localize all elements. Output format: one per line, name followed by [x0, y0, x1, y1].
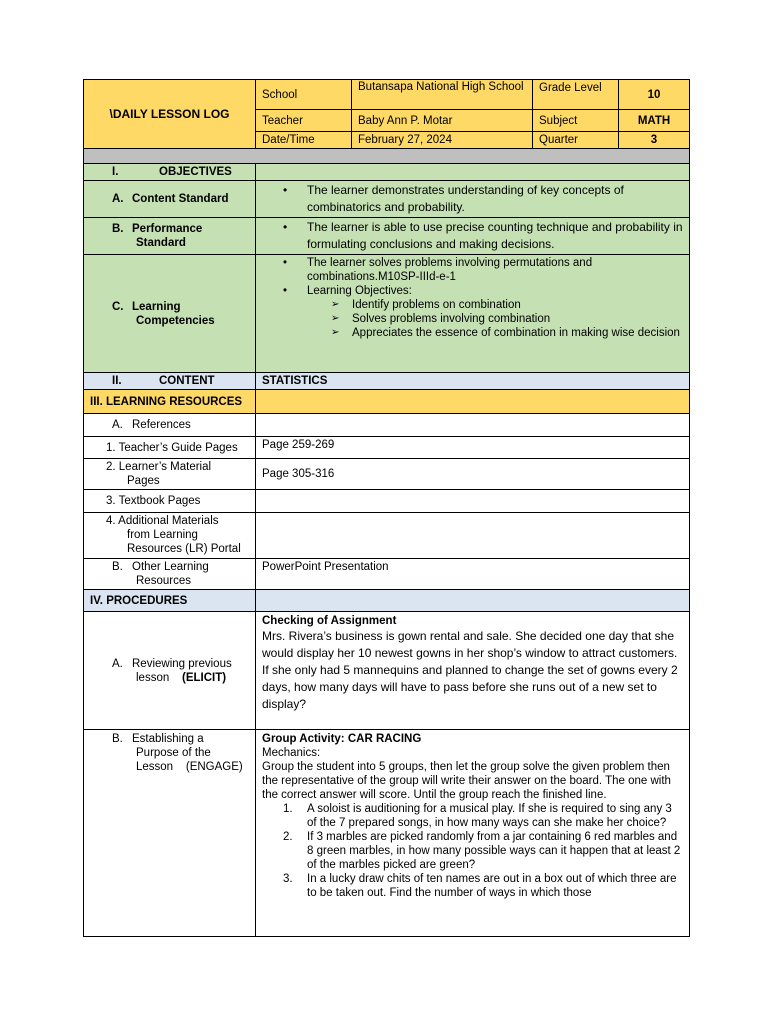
content-heading [84, 373, 256, 390]
learners-material-label-1: 2. Learner’s Material [106, 461, 212, 473]
additional-materials-label-3: Resources (LR) Portal [127, 543, 241, 555]
section-divider [84, 149, 690, 164]
textbook-pages-value [256, 490, 690, 513]
additional-materials-label-2: from Learning [127, 529, 198, 541]
problem-number: 3. [283, 873, 293, 885]
problem-item [283, 802, 683, 830]
textbook-pages-label: 3. Textbook Pages [84, 490, 256, 513]
learning-competencies-label-2: Competencies [136, 314, 215, 327]
performance-standard-cell [256, 218, 690, 255]
performance-standard-label-2: Standard [136, 237, 186, 249]
reviewing-lesson-title: Checking of Assignment [262, 615, 397, 627]
document-title: \DAILY LESSON LOG [84, 80, 256, 149]
content-standard-text: • The learner demonstrates understanding of key concepts of combinatorics and probability. [307, 182, 683, 216]
learning-resources-heading-blank [256, 390, 690, 414]
teachers-guide-label: 1. Teacher’s Guide Pages [84, 437, 256, 459]
mechanics-text: Group the student into 5 groups, then let the group solve the given problem then the representative of the group will write their answer on the board. The one with the correct answer will score. Until the group reach the finished line. [262, 761, 671, 801]
establishing-purpose-label-1: Establishing a [132, 733, 204, 745]
additional-materials-value [256, 513, 690, 559]
performance-standard-label-cell [84, 218, 256, 255]
date-label: Date/Time [256, 132, 352, 149]
establishing-purpose-label-3: Lesson [136, 761, 174, 773]
learning-competencies-letter: C. [112, 300, 124, 313]
mechanics-label: Mechanics: [262, 747, 321, 759]
content-number: II. [112, 375, 122, 387]
establishing-purpose-label-4: (ENGAGE) [185, 761, 243, 773]
other-resources-label-2: Resources [136, 575, 191, 587]
problem-text: If 3 marbles are picked randomly from a jar containing 6 red marbles and 8 green marbles, in how many possible ways can it happen that at least 2 of the marbles picked are green? [307, 831, 681, 871]
quarter-value: 3 [619, 132, 690, 149]
reviewing-lesson-label-2: lesson [136, 671, 170, 684]
objectives-number: I. [112, 166, 119, 178]
establishing-purpose-title: Group Activity: CAR RACING [262, 733, 422, 745]
additional-materials-label-1: 4. Additional Materials [106, 515, 219, 527]
subject-label: Subject [533, 110, 619, 132]
problem-item [283, 830, 683, 872]
procedures-heading-blank [256, 590, 690, 612]
subject-value: MATH [619, 110, 690, 132]
learners-material-value: Page 305-316 [256, 459, 690, 490]
reviewing-lesson-label-1: Reviewing previous [132, 657, 232, 670]
performance-standard-letter: B. [112, 223, 124, 235]
competency-item: • The learner solves problems involving permutations and combinations.M10SP-IIId-e-1 [307, 256, 683, 284]
references-label: References [132, 419, 191, 431]
establishing-purpose-cell [256, 730, 690, 937]
objectives-heading-blank [256, 164, 690, 181]
problem-item [283, 872, 683, 900]
teacher-value: Baby Ann P. Motar [352, 110, 533, 132]
school-label: School [256, 80, 352, 110]
problem-text: In a lucky draw chits of ten names are out in a box out of which three are to be taken out. Find the number of ways in which those [307, 873, 677, 899]
daily-lesson-log-document [83, 79, 689, 937]
teachers-guide-value: Page 259-269 [256, 437, 690, 459]
competency-item [307, 284, 683, 340]
learning-competencies-label-cell [84, 255, 256, 373]
other-resources-letter: B. [112, 561, 123, 573]
references-label-cell [84, 414, 256, 437]
learners-material-label-cell [84, 459, 256, 490]
other-resources-label-1: Other Learning [132, 561, 209, 573]
performance-standard-label-1: Performance [132, 223, 203, 235]
grade-level-value: 10 [619, 80, 690, 110]
learning-resources-heading: III. LEARNING RESOURCES [84, 390, 256, 414]
references-letter: A. [112, 419, 123, 431]
learning-competencies-cell [256, 255, 690, 373]
establishing-purpose-label-2: Purpose of the [136, 747, 211, 759]
problem-number: 2. [283, 831, 293, 843]
reviewing-lesson-letter: A. [112, 657, 123, 670]
learning-objectives-heading: Learning Objectives: [307, 285, 412, 297]
references-value [256, 414, 690, 437]
learning-objective-item: ➢ Appreciates the essence of combination in making wise decision [352, 326, 683, 340]
date-value: February 27, 2024 [352, 132, 533, 149]
other-resources-value: PowerPoint Presentation [256, 559, 690, 590]
reviewing-lesson-label-3: (ELICIT) [182, 671, 227, 684]
problem-text: A soloist is auditioning for a musical play. If she is required to sing any 3 of the 7 prepared songs, in how many ways can she make her choice? [307, 803, 672, 829]
school-value: Butansapa National High School [352, 80, 533, 110]
establishing-purpose-label-cell [84, 730, 256, 937]
learning-objective-item: ➢ Solves problems involving combination [352, 312, 683, 326]
grade-level-label: Grade Level [533, 80, 619, 110]
reviewing-lesson-cell [256, 612, 690, 730]
objectives-title: OBJECTIVES [159, 166, 232, 178]
content-standard-cell [256, 181, 690, 218]
quarter-label: Quarter [533, 132, 619, 149]
content-standard-label-cell [84, 181, 256, 218]
objectives-heading [84, 164, 256, 181]
performance-standard-text: • The learner is able to use precise counting technique and probability in formulating conclusions and making decisions. [307, 219, 683, 253]
problem-number: 1. [283, 803, 293, 815]
lesson-log-table [83, 79, 690, 937]
content-standard-label: Content Standard [132, 193, 229, 205]
learning-objective-item: ➢ Identify problems on combination [352, 298, 683, 312]
reviewing-lesson-text: Mrs. Rivera’s business is gown rental and sale. She decided one day that she would display her 10 newest gowns in her shop’s window to attract customers. If she only had 5 mannequins and planned to change the set of gowns every 2 days, how many days will have to pass before she runs out of a new set to display? [262, 629, 678, 711]
teacher-label: Teacher [256, 110, 352, 132]
other-resources-label-cell [84, 559, 256, 590]
content-value: STATISTICS [256, 373, 690, 390]
procedures-heading: IV. PROCEDURES [84, 590, 256, 612]
content-standard-letter: A. [112, 193, 124, 205]
reviewing-lesson-label-cell [84, 612, 256, 730]
learners-material-label-2: Pages [127, 475, 160, 487]
additional-materials-label-cell [84, 513, 256, 559]
learning-competencies-label-1: Learning [132, 300, 181, 313]
establishing-purpose-letter: B. [112, 733, 123, 745]
content-title: CONTENT [159, 375, 215, 387]
